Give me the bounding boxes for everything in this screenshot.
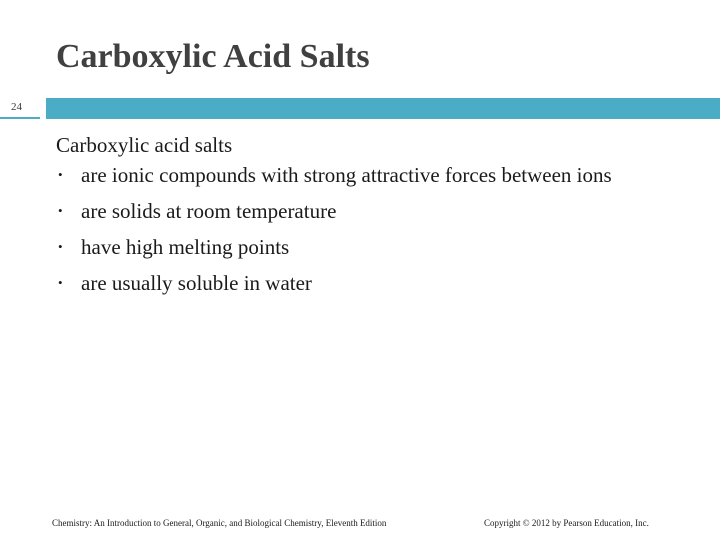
title-rule-bar (46, 98, 720, 119)
bullet-text: are solids at room temperature (81, 199, 337, 223)
bullet-icon: • (58, 167, 63, 182)
slide-body (56, 131, 676, 305)
footer-book-title: Chemistry: An Introduction to General, Organic, and Biological Chemistry, Eleventh Edition (52, 518, 387, 528)
footer-copyright: Copyright © 2012 by Pearson Education, Inc. (484, 518, 649, 528)
bullet-list (56, 161, 676, 297)
bullet-text: are usually soluble in water (81, 271, 312, 295)
slide-number: 24 (11, 101, 22, 113)
lead-text: Carboxylic acid salts (56, 133, 233, 157)
title-rule-accent (0, 117, 40, 119)
bullet-item (56, 161, 676, 189)
bullet-icon: • (58, 203, 63, 218)
bullet-icon: • (58, 275, 63, 290)
bullet-item (56, 197, 676, 225)
bullet-text: have high melting points (81, 235, 290, 259)
slide-title: Carboxylic Acid Salts (56, 38, 370, 75)
bullet-item (56, 269, 676, 297)
bullet-item (56, 233, 676, 261)
bullet-icon: • (58, 239, 63, 254)
bullet-text: are ionic compounds with strong attractive forces between ions (81, 163, 612, 187)
